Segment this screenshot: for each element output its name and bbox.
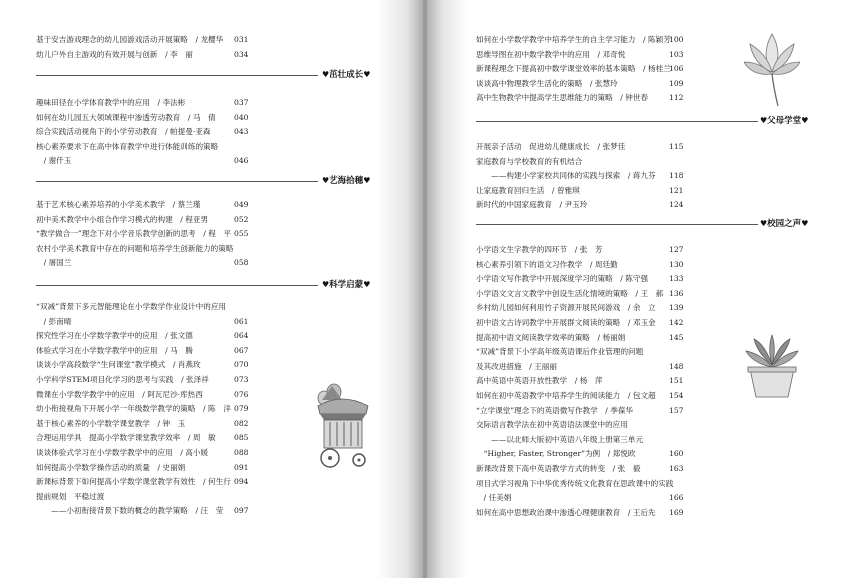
section-heading-text: 校园之声 (767, 219, 802, 229)
toc-entry-title: 高中英语中英语开放性教学 / 杨 萍 (476, 376, 603, 386)
toc-entry-title: 谈谈小学高段数学“生问课堂”教学模式 / 肖燕玫 (36, 360, 201, 370)
toc-entry-title: “双减”背景下多元智能理论在小学数学作业设计中的应用 (36, 302, 227, 311)
toc-entry-title: 基于艺术核心素养培养的小学美术教学 / 蔡兰瑾 (36, 200, 201, 209)
toc-entry-title: ——构建小学家校共同体的实践与探索 / 蒋九芬 (476, 171, 656, 181)
toc-entry-title: 综合实践活动视角下的小学劳动教育 / 帕提曼·亚森 (36, 127, 211, 137)
toc-entry-title: 高中生物教学中提高学生思维能力的策略 / 钟世春 (476, 93, 649, 103)
toc-entry-title: “Higher, Faster, Stronger”为例 / 郑悦欧 (476, 449, 636, 459)
heart-icon: ♥ (363, 176, 371, 185)
toc-entry-title: 及其改进措施 / 王丽丽 (476, 361, 557, 371)
section-divider (476, 224, 758, 225)
toc-entry-page-number: 142 (669, 318, 684, 327)
toc-entry-page-number: 163 (669, 464, 684, 473)
toc-entry-title: 小学语文文言文教学中创设生活化情境的策略 / 王 郝 (476, 288, 664, 298)
toc-entry-page-number: 103 (669, 49, 684, 59)
toc-entry-title: / 谢仟玉 (36, 156, 72, 166)
toc-entry-page-number: 127 (669, 245, 684, 254)
heart-icon: ♥ (363, 280, 371, 289)
toc-entry-page-number: 037 (234, 98, 249, 107)
toc-entry-page-number: 031 (234, 35, 249, 44)
toc-entry-title: 核心素养引领下的语文习作教学 / 周廷勤 (476, 259, 618, 269)
toc-entry-page-number: 070 (234, 360, 249, 370)
toc-entry-page-number: 085 (234, 433, 249, 443)
toc-entry-page-number: 124 (669, 200, 684, 210)
toc-entry-title: 开展亲子活动 促进幼儿健康成长 / 张梦佳 (476, 142, 626, 151)
toc-entry-page-number: 094 (234, 477, 249, 487)
toc-entry-page-number: 073 (234, 375, 249, 384)
toc-entry-title: 家庭教育与学校教育的有机结合 (476, 156, 583, 166)
toc-entry-page-number: 067 (234, 345, 249, 355)
toc-entry-page-number: 121 (669, 185, 684, 195)
toc-entry-title: 基于安吉游戏理念的幼儿园游戏活动开展策略 / 龙樱华 (36, 35, 224, 44)
toc-entry-title: ——以北师大版初中英语八年级上册第三单元 (476, 434, 644, 444)
toc-entry-page-number: 049 (234, 200, 249, 209)
toc-entry-page-number: 166 (669, 493, 684, 503)
toc-entry-title: 小学语文生字教学的四环节 / 张 芳 (476, 245, 603, 254)
section-divider (36, 181, 318, 182)
toc-entry-title: 新课改背景下高中英语教学方式的转变 / 张 毅 (476, 464, 641, 473)
toc-entry-page-number: 088 (234, 448, 249, 457)
section-heading (322, 278, 370, 292)
toc-entry-title: “立学课堂”理念下的英语微写作教学 / 季葆华 (476, 405, 634, 415)
toc-entry-title: / 任美娟 (476, 493, 512, 503)
toc-entry-page-number: 097 (234, 506, 249, 516)
toc-entry-title: 合理运用学具 提高小学数学课堂教学效率 / 周 敏 (36, 433, 216, 443)
section-divider (36, 75, 318, 76)
toc-entry-page-number: 064 (234, 331, 249, 341)
toc-entry-page-number: 148 (669, 361, 684, 371)
toc-entry-title: “双减”背景下小学高年级英语课后作业管理的问题 (476, 347, 644, 357)
toc-entry-title: 探究性学习在小学数学教学中的应用 / 张文德 (36, 331, 193, 341)
toc-entry-title: 如何在幼儿园五大领域课程中渗透劳动教育 / 马 倩 (36, 112, 216, 122)
section-heading-text: 茁壮成长 (329, 70, 364, 80)
toc-entry-title: 如何在初中英语教学中培养学生的阅读能力 / 包文超 (476, 391, 656, 400)
toc-entry-title: 如何提高小学数学操作活动的质量 / 史丽娟 (36, 462, 186, 472)
toc-entry-page-number: 034 (234, 49, 249, 59)
succulent-pot-icon (744, 333, 800, 399)
toc-entry-title: 提前规划 平稳过渡 (36, 491, 105, 501)
toc-entry-title: 体验式学习在小学数学教学中的应用 / 马 腾 (36, 345, 193, 355)
ice-cream-cart-icon (312, 380, 374, 472)
toc-entry-title: 农村小学美术教育中存在的问题和培养学生创新能力的策略 (36, 243, 234, 253)
toc-entry-title: 小学语文写作教学中开展深度学习的策略 / 陈守强 (476, 274, 649, 284)
heart-icon: ♥ (801, 219, 809, 228)
section-heading-text: 艺海拾穗 (329, 176, 364, 186)
section-divider (36, 285, 318, 286)
toc-entry-page-number: 154 (669, 391, 684, 400)
toc-entry-title: 初中语文古诗词教学中开展群文阅读的策略 / 邓玉金 (476, 318, 656, 327)
toc-entry-title: 微课在小学数学教学中的应用 / 阿瓦尼沙·库热西 (36, 389, 203, 399)
toc-entry-page-number: 169 (669, 507, 684, 517)
toc-entry-title: 幼儿户外自主游戏的有效开展与创新 / 李 丽 (36, 49, 193, 59)
heart-icon: ♥ (760, 116, 768, 125)
toc-entry-title: 思维导图在初中数学教学中的应用 / 邓奇悦 (476, 49, 626, 59)
toc-entry-page-number: 100 (669, 35, 684, 44)
toc-entry-page-number: 118 (669, 171, 684, 181)
section-heading-text: 科学启蒙 (329, 280, 364, 290)
toc-entry-title: ——小初衔接背景下数的概念的教学策略 / 汪 莹 (36, 506, 224, 516)
toc-entry-title: 如何在小学数学教学中培养学生的自主学习能力 / 陈颖芳 (476, 35, 671, 44)
toc-entry-title: 让家庭教育回归生活 / 曾雅琪 (476, 185, 580, 195)
toc-entry-page-number: 052 (234, 214, 249, 224)
toc-entry-page-number: 055 (234, 229, 249, 239)
toc-entry-page-number: 160 (669, 449, 684, 459)
toc-entry-title: 新课标背景下如何提高小学数学课堂教学有效性 / 何生行 (36, 477, 231, 487)
toc-entry-title: 趣味田径在小学体育教学中的应用 / 李法彬 (36, 98, 186, 107)
toc-entry-page-number: 043 (234, 127, 249, 137)
toc-entry-title: 小学科学STEM项目化学习的思考与实践 / 张泽祥 (36, 375, 209, 384)
section-heading (760, 217, 808, 231)
toc-entry-page-number: 061 (234, 316, 249, 326)
heart-icon: ♥ (322, 280, 330, 289)
heart-icon: ♥ (363, 70, 371, 79)
section-heading (760, 114, 808, 128)
toc-entry-page-number: 157 (669, 405, 684, 415)
toc-entry-title: 新时代的中国家庭教育 / 尹玉玲 (476, 200, 588, 210)
toc-entry-page-number: 040 (234, 112, 249, 122)
toc-entry-page-number: 133 (669, 274, 684, 284)
heart-icon: ♥ (322, 70, 330, 79)
heart-icon: ♥ (322, 176, 330, 185)
toc-entry-page-number: 058 (234, 258, 249, 268)
toc-entry-title: 提高初中语文阅读教学效率的策略 / 杨丽娟 (476, 332, 626, 342)
left-page (0, 0, 423, 578)
toc-entry-page-number: 145 (669, 332, 684, 342)
toc-entry-title: 初中美术教学中小组合作学习模式的构建 / 程亚男 (36, 214, 209, 224)
toc-entry-page-number: 079 (234, 404, 249, 414)
toc-entry-page-number: 076 (234, 389, 249, 399)
heart-icon: ♥ (801, 116, 809, 125)
toc-entry-page-number: 046 (234, 156, 249, 166)
toc-entry-title: “教学做合一”理念下对小学音乐教学创新的思考 / 程 平 (36, 229, 231, 239)
toc-entry-page-number: 139 (669, 303, 684, 313)
toc-entry-title: 乡村幼儿园如何利用竹子资源开展民间游戏 / 余 立 (476, 303, 656, 313)
toc-entry-page-number: 112 (669, 93, 684, 103)
toc-entry-page-number: 091 (234, 462, 249, 472)
toc-entry-page-number: 151 (669, 376, 684, 386)
toc-entry-title: 谈谈体验式学习在小学数学教学中的应用 / 高小媛 (36, 448, 209, 457)
lotus-flower-icon (744, 28, 800, 108)
toc-entry-page-number: 130 (669, 259, 684, 269)
toc-entry-title: / 屠国兰 (36, 258, 72, 268)
toc-entry-title: 新课程理念下提高初中数学课堂效率的基本策略 / 杨桂兰 (476, 64, 671, 74)
toc-entry-page-number: 082 (234, 418, 249, 428)
toc-entry-page-number: 115 (669, 142, 684, 151)
toc-entry-title: 核心素养要求下在高中体育教学中进行体能训练的策略 (36, 141, 219, 151)
toc-entry-title: 幼小衔接视角下开展小学一年级数学教学的策略 / 陈 洋 (36, 404, 231, 414)
toc-entry-page-number: 109 (669, 78, 684, 88)
toc-entry-title: 项目式学习视角下中华优秀传统文化教育在思政课中的实践 (476, 478, 674, 488)
section-heading (322, 68, 370, 82)
section-heading-text: 父母学堂 (767, 116, 802, 126)
heart-icon: ♥ (760, 219, 768, 228)
toc-entry-title: 如何在高中思想政治课中渗透心理健康教育 / 王后先 (476, 507, 656, 517)
toc-entry-title: / 彭南晴 (36, 316, 72, 326)
section-divider (476, 121, 758, 122)
toc-entry-title: 基于核心素养的小学数学课堂教学 / 钟 玉 (36, 418, 186, 428)
left-page-gutter-shadow (377, 0, 423, 578)
toc-entry-page-number: 136 (669, 288, 684, 298)
toc-entry-title: 谈谈高中物理教学生活化的策略 / 张慧玲 (476, 78, 618, 88)
toc-entry-title: 交际语言教学法在初中英语语法课堂中的应用 (476, 420, 628, 430)
right-page (427, 0, 850, 578)
right-page-gutter-shadow (427, 0, 467, 578)
toc-entry-page-number: 106 (669, 64, 684, 74)
section-heading (322, 174, 370, 188)
